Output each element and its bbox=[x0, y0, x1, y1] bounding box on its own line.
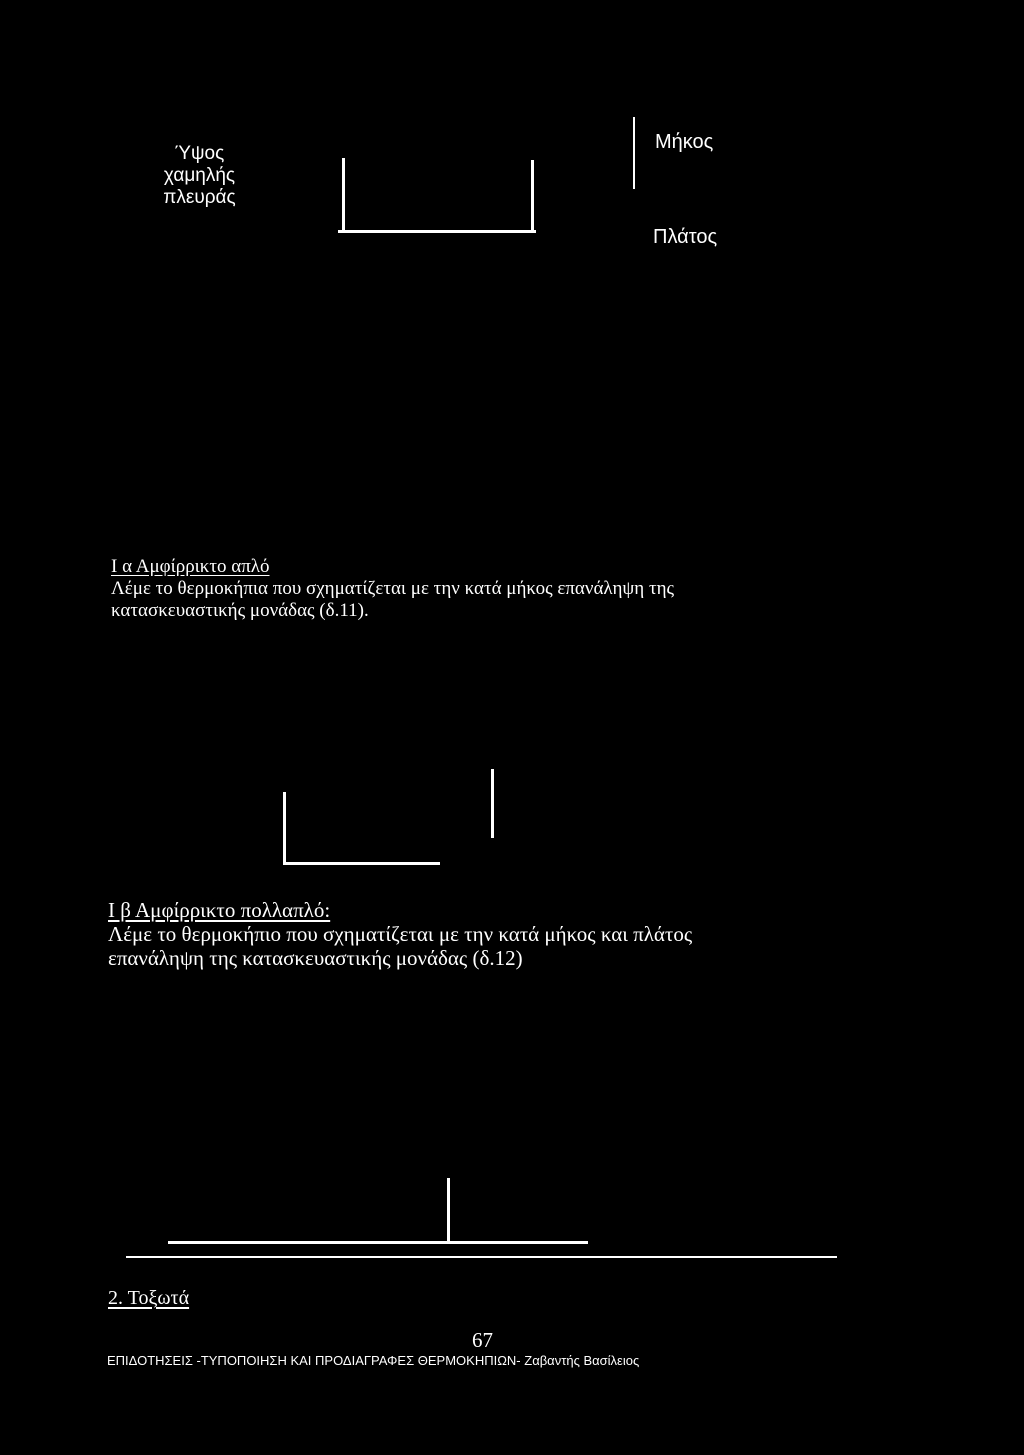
section-b bbox=[108, 898, 692, 970]
figure-2-left-wall bbox=[283, 792, 286, 865]
page-number: 67 bbox=[472, 1328, 493, 1352]
section-a-title: I α Αμφίρρικτο απλό bbox=[111, 556, 270, 577]
section-b-line-2: επανάληψη της κατασκευαστικής μονάδας (δ.12) bbox=[108, 946, 523, 970]
figure-2-base bbox=[283, 862, 440, 865]
section-a-line-1: Λέμε το θερμοκήπια που σχηματίζεται με την κατά μήκος επανάληψη της bbox=[111, 578, 675, 599]
figure-1-width-label: Πλάτος bbox=[653, 226, 718, 248]
section-b-title: I β Αμφίρρικτο πολλαπλό: bbox=[108, 898, 331, 922]
section-c bbox=[108, 1287, 189, 1309]
figure-1-left-wall bbox=[342, 158, 345, 232]
height-label-line-1: Ύψος bbox=[174, 143, 225, 164]
height-label-line-2: χαμηλής bbox=[163, 165, 236, 186]
figure-1-length-label: Μήκος bbox=[655, 131, 714, 153]
section-a bbox=[111, 556, 674, 622]
figure-1-right-wall bbox=[531, 160, 534, 232]
figure-1-height-label bbox=[137, 143, 262, 209]
figure-3-vertical-tick bbox=[447, 1178, 450, 1244]
section-c-title: 2. Τοξωτά bbox=[108, 1287, 190, 1309]
section-a-line-2: κατασκευαστικής μονάδας (δ.11). bbox=[111, 600, 369, 621]
figure-1-base bbox=[338, 230, 536, 233]
figure-1-length-tick bbox=[633, 117, 635, 189]
figure-2-vertical-tick bbox=[491, 769, 494, 838]
height-label-line-3: πλευράς bbox=[163, 187, 236, 208]
figure-3-ground-line bbox=[126, 1256, 837, 1258]
page-footer: ΕΠΙΔΟΤΗΣΕΙΣ -ΤΥΠΟΠΟΙΗΣΗ ΚΑΙ ΠΡΟΔΙΑΓΡΑΦΕΣ ΘΕΡΜΟΚΗΠΙΩΝ- Ζαβαντής Βασίλειος bbox=[107, 1353, 640, 1368]
figure-3-base bbox=[168, 1241, 588, 1244]
section-b-line-1: Λέμε το θερμοκήπιο που σχηματίζεται με την κατά μήκος και πλάτος bbox=[108, 922, 693, 946]
